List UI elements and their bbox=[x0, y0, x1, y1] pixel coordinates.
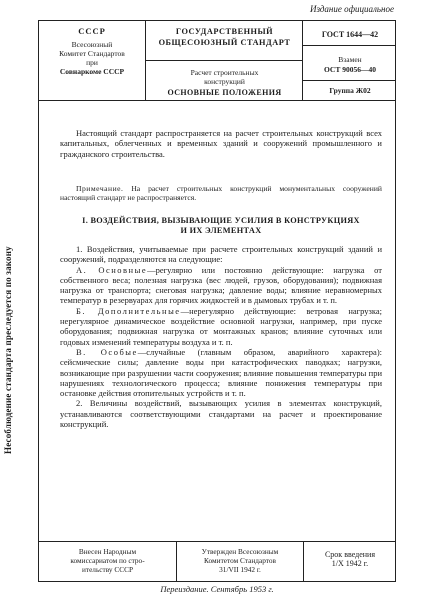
gost-number: ГОСТ 1644—42 bbox=[321, 30, 379, 39]
paragraph-v bbox=[60, 347, 382, 398]
header-right-rule-1 bbox=[302, 45, 396, 46]
section-title-line-1: I. ВОЗДЕЙСТВИЯ, ВЫЗЫВАЮЩИЕ УСИЛИЯ В КОНСТРУКЦИЯХ bbox=[82, 216, 360, 225]
group-code: Группа Ж02 bbox=[329, 86, 371, 95]
replaces-value: ОСТ 90056—40 bbox=[324, 65, 376, 74]
effective-date-value: 1/X 1942 г. bbox=[331, 558, 369, 568]
paragraph-1: 1. Воздействия, учитываемые при расчете строительных конструкций зданий и сооружений, подразделяются на следующие: bbox=[60, 244, 382, 265]
reprint-note: Переиздание. Сентябрь 1953 г. bbox=[160, 584, 274, 594]
footer-left-line-3: ительству СССР bbox=[81, 564, 134, 574]
note-text: На расчет строительных конструкций монументальных сооружений настоящий стандарт не распространяется. bbox=[60, 184, 382, 203]
section-1-body bbox=[60, 244, 382, 429]
paragraph-a-heading: А. Основные bbox=[76, 264, 148, 275]
footer-center-line-1: Утвержден Всесоюзным bbox=[201, 547, 279, 556]
header-center-rule bbox=[145, 60, 303, 61]
side-legal-note: Несоблюдение стандарта преследуется по закону bbox=[3, 246, 13, 454]
footer-introduced-by bbox=[40, 548, 175, 574]
paragraph-2: 2. Величины воздействий, вызывающих усилия в элементах конструкций, устанавливаются соответствующими стандартами на расчет и проектирование конструкций. bbox=[60, 398, 382, 430]
org-line-3: при bbox=[86, 58, 98, 67]
standard-type-line-1: ГОСУДАРСТВЕННЫЙ bbox=[175, 27, 274, 36]
standard-type bbox=[147, 27, 302, 48]
footer-effective-date bbox=[305, 551, 395, 569]
org-country: СССР bbox=[78, 26, 106, 36]
intro-text: Настоящий стандарт распространяется на расчет строительных конструкций всех капитальных, облегченных и временных зданий и сооружений промышленного и гражданского строительства. bbox=[60, 128, 382, 159]
paragraph-v-text: —случайные (главным образом, аварийного характера): сейсмические силы; давление воды при катастрофических паводках; нагрузки, возникающие при разрушении части сооружения; влияние повышения температуры при нарушениях технологического процесса; влияние понижения температуры при остановке действия отопительных устройств и т. п. bbox=[60, 346, 383, 399]
standard-type-line-2: ОБЩЕСОЮЗНЫЙ СТАНДАРТ bbox=[158, 37, 291, 47]
footer-left-line-2: комиссариатом по стро- bbox=[70, 555, 145, 565]
footer-top-rule bbox=[38, 541, 396, 542]
standard-title: ОСНОВНЫЕ ПОЛОЖЕНИЯ bbox=[167, 88, 282, 97]
header-right-rule-2 bbox=[302, 80, 396, 81]
paragraph-v-heading: В. Особые bbox=[76, 346, 138, 357]
edition-label: Издание официальное bbox=[309, 4, 394, 14]
section-title-line-2: И ИХ ЭЛЕМЕНТАХ bbox=[180, 226, 262, 235]
footer-center-line-3: 31/VII 1942 г. bbox=[219, 564, 261, 574]
footer-approved-by bbox=[178, 548, 302, 574]
org-line-1: Всесоюзный bbox=[71, 40, 113, 49]
note-block bbox=[60, 184, 382, 202]
footer-center-line-2: Комитетом Стандартов bbox=[204, 555, 276, 565]
subject-line-2: конструкций bbox=[204, 77, 245, 86]
paragraph-a bbox=[60, 265, 382, 306]
replaces-label: Взамен bbox=[338, 55, 362, 64]
paragraph-b bbox=[60, 306, 382, 347]
paragraph-b-text: —нерегулярно действующие: ветровая нагрузка; нерегулярное динамическое воздействие основной нагрузки, например, при пуске оборудования; подвижная нагрузка от монтажных кранов; влияние суточных или годовых изменений температуры воздуха и т. п. bbox=[60, 305, 383, 347]
header-bottom-rule bbox=[38, 100, 396, 101]
effective-date-label: Срок введения bbox=[324, 550, 376, 559]
paragraph-b-heading: Б. Дополнительные bbox=[76, 305, 181, 316]
section-1-title bbox=[60, 216, 382, 236]
note-label: Примечание. bbox=[76, 184, 124, 193]
footer-left-line-1: Внесен Народным bbox=[78, 547, 137, 556]
org-line-4: Совнаркоме СССР bbox=[59, 67, 125, 76]
org-line-2: Комитет Стандартов bbox=[59, 49, 125, 58]
subject-line-1: Расчет строительных bbox=[190, 68, 259, 77]
intro-paragraph bbox=[60, 128, 382, 159]
paragraph-a-text: —регулярно или постоянно действующие: нагрузка от собственного веса; полезная нагрузка (вес людей, грузов, оборудования); подвижная нагрузка от транспорта; снеговая нагрузка; давление воды; влияние неравномерных температур в резервуарах для горячих жидкостей и в дымовых трубах и т. п. bbox=[60, 264, 382, 306]
header-left-org bbox=[40, 27, 144, 76]
standard-subject bbox=[147, 68, 302, 86]
